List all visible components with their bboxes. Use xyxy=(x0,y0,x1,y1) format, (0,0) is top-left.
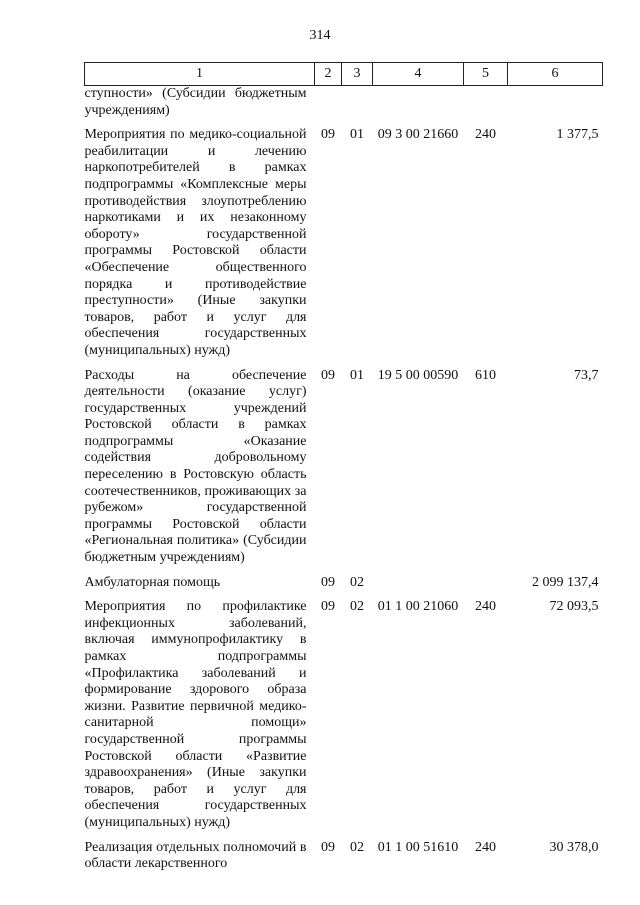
row-name: ступности» (Субсидии бюджетным учреждениям) xyxy=(84,86,307,118)
table-row xyxy=(85,599,603,839)
row-subsection-code: 02 xyxy=(350,839,364,855)
row-section-code: 09 xyxy=(321,839,335,855)
row-amount: 2 099 137,4 xyxy=(532,574,599,590)
row-subsection-code: 02 xyxy=(350,574,364,590)
row-name: Мероприятия по медико-социальной реабилитации и лечению наркопотребителей в рамках подпрограммы «Комплексные меры противодействия злоупотреблению наркотиками и их незаконному обороту» государственной программы Ростовской области «Обеспечение общественного порядка и противодействие преступности» (Иные закупки товаров, работ и услуг для обеспечения государственных (муниципальных) нужд) xyxy=(84,127,307,358)
page-number: 314 xyxy=(309,28,331,43)
table-row xyxy=(85,86,603,128)
row-target-code: 01 1 00 51610 xyxy=(377,839,459,855)
table-row xyxy=(85,127,603,367)
row-expense-type-code: 610 xyxy=(475,367,496,383)
table-row xyxy=(85,575,603,600)
row-target-code xyxy=(373,575,464,600)
row-section-code: 09 xyxy=(321,574,335,590)
row-section-code: 09 xyxy=(321,599,335,615)
row-target-code: 19 5 00 00590 xyxy=(377,367,459,383)
row-section-code: 09 xyxy=(321,127,335,143)
row-amount: 72 093,5 xyxy=(549,599,599,615)
table-header-row xyxy=(85,63,603,86)
row-name: Расходы на обеспечение деятельности (оказание услуг) государственных учреждений Ростовской области в рамках подпрограммы «Оказание содействия добровольному переселению в Ростовскую область соотечественников, проживающих за рубежом» государственной программы Ростовской области «Региональная политика» (Субсидии бюджетным учреждениям) xyxy=(84,367,307,566)
column-header-1: 1 xyxy=(85,63,315,86)
row-expense-type-code: 240 xyxy=(475,599,496,615)
table-row xyxy=(85,368,603,575)
column-header-6: 6 xyxy=(508,63,603,86)
row-expense-type-code: 240 xyxy=(475,839,496,855)
row-amount xyxy=(508,86,603,128)
row-name: Реализация отдельных полномочий в области лекарственного xyxy=(84,839,307,872)
column-header-2: 2 xyxy=(315,63,342,86)
row-target-code: 09 3 00 21660 xyxy=(377,127,459,143)
budget-table xyxy=(84,62,603,881)
row-target-code xyxy=(373,86,464,128)
row-name: Мероприятия по профилактике инфекционных заболеваний, включая иммунопрофилактику в рамках подпрограммы «Профилактика заболеваний и формирование здорового образа жизни. Развитие первичной медико-санитарной помощи» государственной программы Ростовской области «Развитие здравоохранения» (Иные закупки товаров, работ и услуг для обеспечения государственных (муниципальных) нужд) xyxy=(84,599,307,830)
row-subsection-code: 02 xyxy=(350,599,364,615)
column-header-4: 4 xyxy=(373,63,464,86)
row-amount: 30 378,0 xyxy=(549,839,599,855)
row-subsection-code: 01 xyxy=(350,367,364,383)
row-expense-type-code: 240 xyxy=(475,127,496,143)
row-amount: 1 377,5 xyxy=(556,127,599,143)
row-subsection-code: 01 xyxy=(350,127,364,143)
column-header-3: 3 xyxy=(342,63,373,86)
row-expense-type-code xyxy=(464,575,508,600)
row-section-code: 09 xyxy=(321,367,335,383)
row-expense-type-code xyxy=(464,86,508,128)
row-target-code: 01 1 00 21060 xyxy=(377,599,459,615)
row-amount: 73,7 xyxy=(574,367,599,383)
row-section-code xyxy=(315,86,342,128)
row-name: Амбулаторная помощь xyxy=(84,574,221,590)
row-subsection-code xyxy=(342,86,373,128)
table-row xyxy=(85,840,603,881)
column-header-5: 5 xyxy=(464,63,508,86)
